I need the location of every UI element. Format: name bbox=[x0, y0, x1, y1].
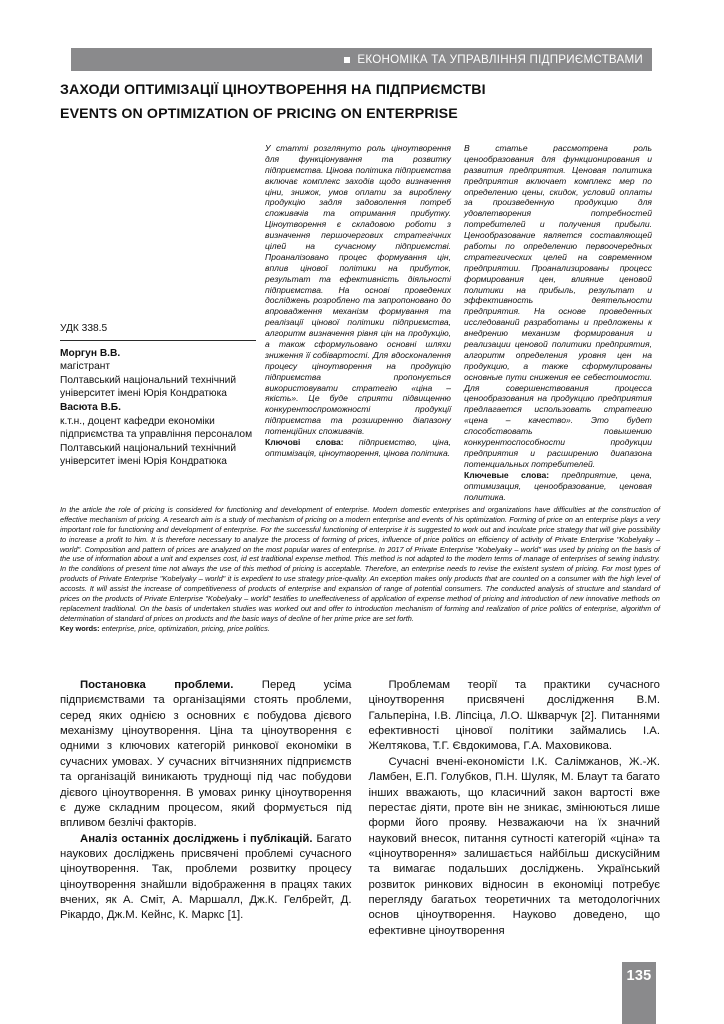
author-entry bbox=[60, 347, 256, 401]
body-column-left bbox=[60, 678, 352, 939]
page-title-english: EVENTS ON OPTIMIZATION OF PRICING ON ENTERPRISE bbox=[60, 106, 458, 122]
meta-divider bbox=[60, 340, 256, 341]
running-head-bar bbox=[71, 48, 652, 71]
keywords-label-english: Key words: bbox=[60, 623, 100, 633]
square-bullet-icon bbox=[344, 57, 350, 63]
paragraph-text: Багато наукових досліджень присвячені проблемі сучасного ціноутворення. Так, проблеми розвитку процесу ціноутворення знайшли відображення в працях таких вчених, як А. Сміт, А. Маршалл, Дж.К. Гелбрейт, Д. Рікардо, Дж.М. Кейнс, К. Маркс [1]. bbox=[60, 832, 352, 922]
page-number: 135 bbox=[626, 968, 652, 984]
page-title-ukrainian: ЗАХОДИ ОПТИМІЗАЦІЇ ЦІНОУТВОРЕННЯ НА ПІДПРИЄМСТВІ bbox=[60, 82, 486, 98]
author-affiliation: Полтавський національний технічний університет імені Юрія Кондратюка bbox=[60, 374, 237, 400]
page-number-badge bbox=[622, 962, 656, 1024]
paragraph-text: Проблемам теорії та практики сучасного ціноутворення присвячені дослідження В.М. Гальперіна, І.В. Ліпсіца, Л.О. Шкварчук [2]. Питаннями ефективності цінової політики займались І.А. Желтякова, Т.Г. Євдокимова, Г.А. Маховикова. bbox=[368, 679, 660, 753]
abstract-english-body: In the article the role of pricing is considered for functioning and development of enterprise. Modern domestic enterprises and organizations have difficulties at the construction of effective mechanism of pricing. A research aim is a study of mechanism of pricing on a modern enterprise and events of his optimization. Forming of price on an enterprise plays a very important role for functioning and development of enterprise. For the successful functioning of enterprise it is suggested to work out and inculcate price strategy that will give possibility to increase a profit to him. It is therefore necessary to analyze the process of forming of prices, influence of price politics on efficiency of activity of Private Enterprise "Kobelyaky – world". Composition and pattern of prices are analyzed on the most popular wares of enterprise. In 2017 of Private Enterprise "Kobelyaky – world" was used by pricing on the basis of the use of information about a unit and expenses cost, id est traditional expense method. This method is not adapted to the modern terms of manage of enterprises of sewing industry. In the conditions of present time not always the use of this method of pricing is acceptable. Therefore, an enterprise needs to revise the existent system of pricing. For most types of products of Private Enterprise "Kobelyaky – world" it is expedient to use strategy price-quality. An exception makes only products that are counted on a consumer with the high level of accosts. It will assist the increase of competitiveness of products of enterprise and expansion of range of potential consumers. The conducted analysis of structure and standard of prices on the products of Private Enterprise "Kobelyaky – world" testifies to uneffectiveness of application of expense method of pricing and introduction of new innovative methods on replacement traditional. On the basis of undertaken studies was worked out and offer to introduction mechanism of forming and realization of price politics of enterprise, algorithm of determination of standard of prices on products and the basic ways of decline of her prime price are set forth. bbox=[60, 505, 660, 623]
body-column-right bbox=[369, 678, 661, 939]
abstract-english bbox=[60, 505, 660, 633]
body-paragraph bbox=[369, 678, 661, 755]
author-affiliation: Полтавський національний технічний університет імені Юрія Кондратюка bbox=[60, 442, 237, 468]
keywords-label-russian: Ключевые слова: bbox=[464, 469, 550, 480]
body-paragraph bbox=[369, 755, 661, 939]
paragraph-lead: Аналіз останніх досліджень і публікацій. bbox=[80, 832, 313, 845]
abstract-russian bbox=[464, 143, 652, 502]
paragraph-lead: Постановка проблеми. bbox=[80, 679, 234, 691]
author-entry bbox=[60, 401, 256, 469]
keywords-ukrainian: підприємство, ціна, оптимізація, ціноутворення, цінова політика. bbox=[265, 437, 451, 458]
author-name: Васюта В.Б. bbox=[60, 402, 121, 414]
paragraph-text: Перед усіма підприємствами та організаціями стоять проблеми, серед яких однією з основних є побудова дієвого механізму ціноутворення. Ціна та ціноутворення є одними з ключових категорій ринкової економіки в сучасних умовах. У сучасних вітчизняних підприємств та організацій виникають труднощі під час побудови дієвого ціноутворення. В умовах ринку ціноутворення є дуже складним процесом, який формується під впливом безлічі факторів. bbox=[60, 679, 352, 830]
abstract-ukrainian bbox=[265, 143, 451, 466]
paragraph-text: Сучасні вчені-економісти І.К. Салімжанов, Ж.-Ж. Ламбен, Е.П. Голубков, П.Н. Шуляк, М. Блаут та багато інших вважають, що класичний закон вартості вже перестає діяти, проте він не зникає, змінюються лише форми його прояву. Незважаючи на їх значний науковий внесок, питання сутності категорій «ціна» та «ціноутворення» залишається найбільш дискусійним та вимагає подальших досліджень. Український розвиток ринкових відносин в економіці потребує перегляду багатьох теоретичних та методологічних основ ціноутворення. Науково доведено, що ефективне ціноутворення bbox=[368, 755, 660, 937]
article-body bbox=[60, 678, 660, 939]
running-head-text: ЕКОНОМІКА ТА УПРАВЛІННЯ ПІДПРИЄМСТВАМИ bbox=[357, 53, 643, 66]
author-position: магістрант bbox=[60, 361, 111, 373]
keywords-english: enterprise, price, optimization, pricing, price politics. bbox=[99, 623, 270, 633]
article-metadata bbox=[60, 322, 256, 469]
abstract-russian-body: В статье рассмотрена роль ценообразования для функционирования и развития предприятия. Ценовая политика предприятия включает комплекс мер по определению цены, скидок, условий оплаты за произведенную продукцию для удовлетворения потребностей потребителей и получения прибыли. Ценообразование является составляющей работы по определению первоочередных стратегических целей на современном предприятии. Проанализированы процесс формирования цен, влияние ценовой политики на прибыль, результат и эффективность деятельности предприятия. На основе проведенных исследований разработаны и предложены к внедрению механизм формирования и реализации ценовой политики предприятия, алгоритм определения уровня цен на продукцию, а также сформулированы основные пути снижения ее себестоимости. Для совершенствования процесса ценообразования на продукцию предприятия предлагается использовать стратегию «цена – качество». Это будет способствовать повышению конкурентоспособности продукции предприятия и расширению диапазона потенциальных потребителей. bbox=[464, 143, 652, 469]
author-name: Моргун В.В. bbox=[60, 347, 121, 359]
keywords-label-ukrainian: Ключові слова: bbox=[265, 437, 344, 448]
abstract-spacer bbox=[265, 459, 451, 466]
body-paragraph bbox=[60, 678, 352, 832]
author-position: к.т.н., доцент кафедри економіки підприємства та управління персоналом bbox=[60, 415, 253, 441]
udk-code: УДК 338.5 bbox=[60, 323, 108, 334]
abstract-ukrainian-body: У статті розглянуто роль ціноутворення для функціонування та розвитку підприємства. Цінова політика підприємства включає комплекс заходів щодо визначення ціни, знижок, умов оплати за вироблену продукцію задля задоволення потреб споживачів та отримання прибутку. Ціноутворення є складовою роботи з визначення першочергових стратегічних цілей на сучасному підприємстві. Проаналізовано процес формування цін, вплив цінової політики на прибуток, результат та ефективність діяльності підприємства. На основі проведених досліджень розроблено та запропоновано до впровадження механізм формування та реалізації цінової політики підприємства, алгоритм визначення рівня цін на продукцію, а також сформульовано основні шляхи зниження її собівартості. Для вдосконалення процесу ціноутворення на продукцію підприємства пропонується використовувати стратегію «ціна – якість». Це буде сприяти підвищенню конкурентоспроможності продукції підприємства та розширенню діапазону потенційних споживачів. bbox=[265, 143, 451, 437]
body-paragraph bbox=[60, 832, 352, 924]
keywords-russian: предприятие, цена, оптимизация, ценообразование, ценовая политика. bbox=[464, 469, 652, 502]
